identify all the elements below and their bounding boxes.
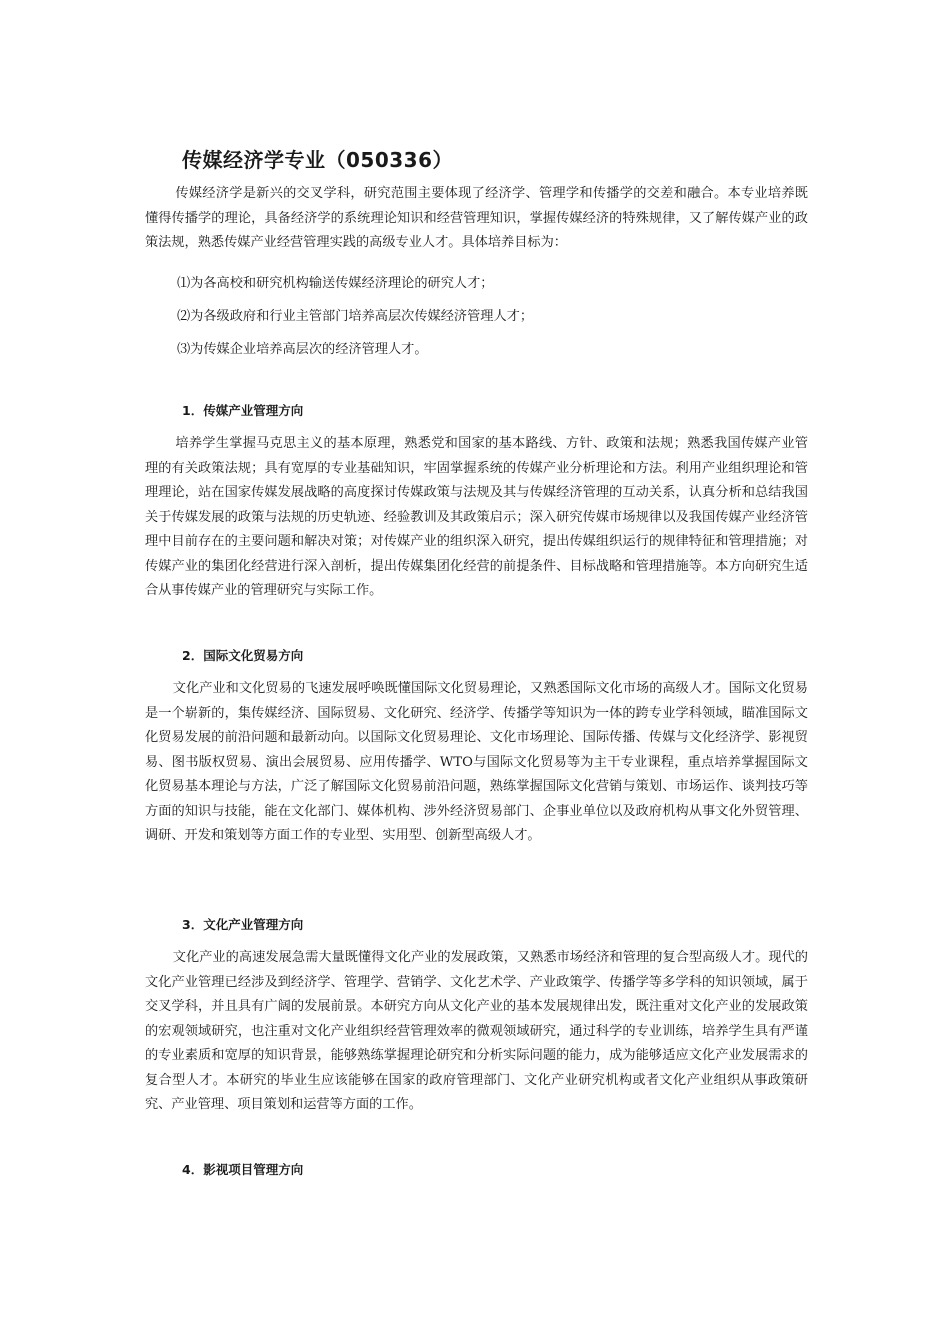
section-heading: 4．影视项目管理方向 xyxy=(182,1162,304,1177)
section-body: 文化产业的高速发展急需大量既懂得文化产业的发展政策，又熟悉市场经济和管理的复合型高级人才。现代的文化产业管理已经涉及到经济学、管理学、营销学、文化艺术学、产业政策学、传播学等多学科的知识领域，属于交叉学科，并且具有广阔的发展前景。本研究方向从文化产业的基本发展规律出发，既注重对文化产业的发展政策的宏观领域研究，也注重对文化产业组织经营管理效率的微观领域研究，通过科学的专业训练，培养学生具有严谨的专业素质和宽厚的知识背景，能够熟练掌握理论研究和分析实际问题的能力，成为能够适应文化产业发展需求的复合型人才。本研究的毕业生应该能够在国家的政府管理部门、文化产业研究机构或者文化产业组织从事政策研究、产业管理、项目策划和运营等方面的工作。 xyxy=(145,950,808,1112)
section-heading: 3．文化产业管理方向 xyxy=(182,917,304,932)
section-body: 培养学生掌握马克思主义的基本原理，熟悉党和国家的基本路线、方针、政策和法规；熟悉我国传媒产业管理的有关政策法规；具有宽厚的专业基础知识，牢固掌握系统的传媒产业分析理论和方法。利用产业组织理论和管理理论，站在国家传媒发展战略的高度探讨传媒政策与法规及其与传媒经济管理的互动关系，认真分析和总结我国关于传媒发展的政策与法规的历史轨迹、经验教训及其政策启示；深入研究传媒市场规律以及我国传媒产业经济管理中目前存在的主要问题和解决对策；对传媒产业的组织深入研究，提出传媒组织运行的规律特征和管理措施；对传媒产业的集团化经营进行深入剖析，提出传媒集团化经营的前提条件、目标战略和管理措施等。本方向研究生适合从事传媒产业的管理研究与实际工作。 xyxy=(145,436,808,598)
intro-paragraph: 传媒经济学是新兴的交叉学科，研究范围主要体现了经济学、管理学和传播学的交差和融合。本专业培养既懂得传播学的理论，具备经济学的系统理论知识和经营管理知识，掌握传媒经济的特殊规律，又了解传媒产业的政策法规，熟悉传媒产业经营管理实践的高级专业人才。具体培养目标为： xyxy=(145,186,808,250)
goal-item: ⑶为传媒企业培养高层次的经济管理人才。 xyxy=(177,342,428,357)
goal-item: ⑴为各高校和研究机构输送传媒经济理论的研究人才； xyxy=(177,276,494,291)
section-body: 文化产业和文化贸易的飞速发展呼唤既懂国际文化贸易理论，又熟悉国际文化市场的高级人才。国际文化贸易是一个崭新的，集传媒经济、国际贸易、文化研究、经济学、传播学等知识为一体的跨专业学科领域，瞄准国际文化贸易发展的前沿问题和最新动向。以国际文化贸易理论、文化市场理论、国际传播、传媒与文化经济学、影视贸易、图书版权贸易、演出会展贸易、应用传播学、WTO与国际文化贸易等为主干专业课程，重点培养掌握国际文化贸易基本理论与方法，广泛了解国际文化贸易前沿问题，熟练掌握国际文化营销与策划、市场运作、谈判技巧等方面的知识与技能，能在文化部门、媒体机构、涉外经济贸易部门、企事业单位以及政府机构从事文化外贸管理、调研、开发和策划等方面工作的专业型、实用型、创新型高级人才。 xyxy=(145,681,808,843)
section-heading: 2．国际文化贸易方向 xyxy=(182,648,304,663)
document-title: 传媒经济学专业（050336） xyxy=(182,148,453,172)
goal-item: ⑵为各级政府和行业主管部门培养高层次传媒经济管理人才； xyxy=(177,309,534,324)
section-heading: 1．传媒产业管理方向 xyxy=(182,403,304,418)
